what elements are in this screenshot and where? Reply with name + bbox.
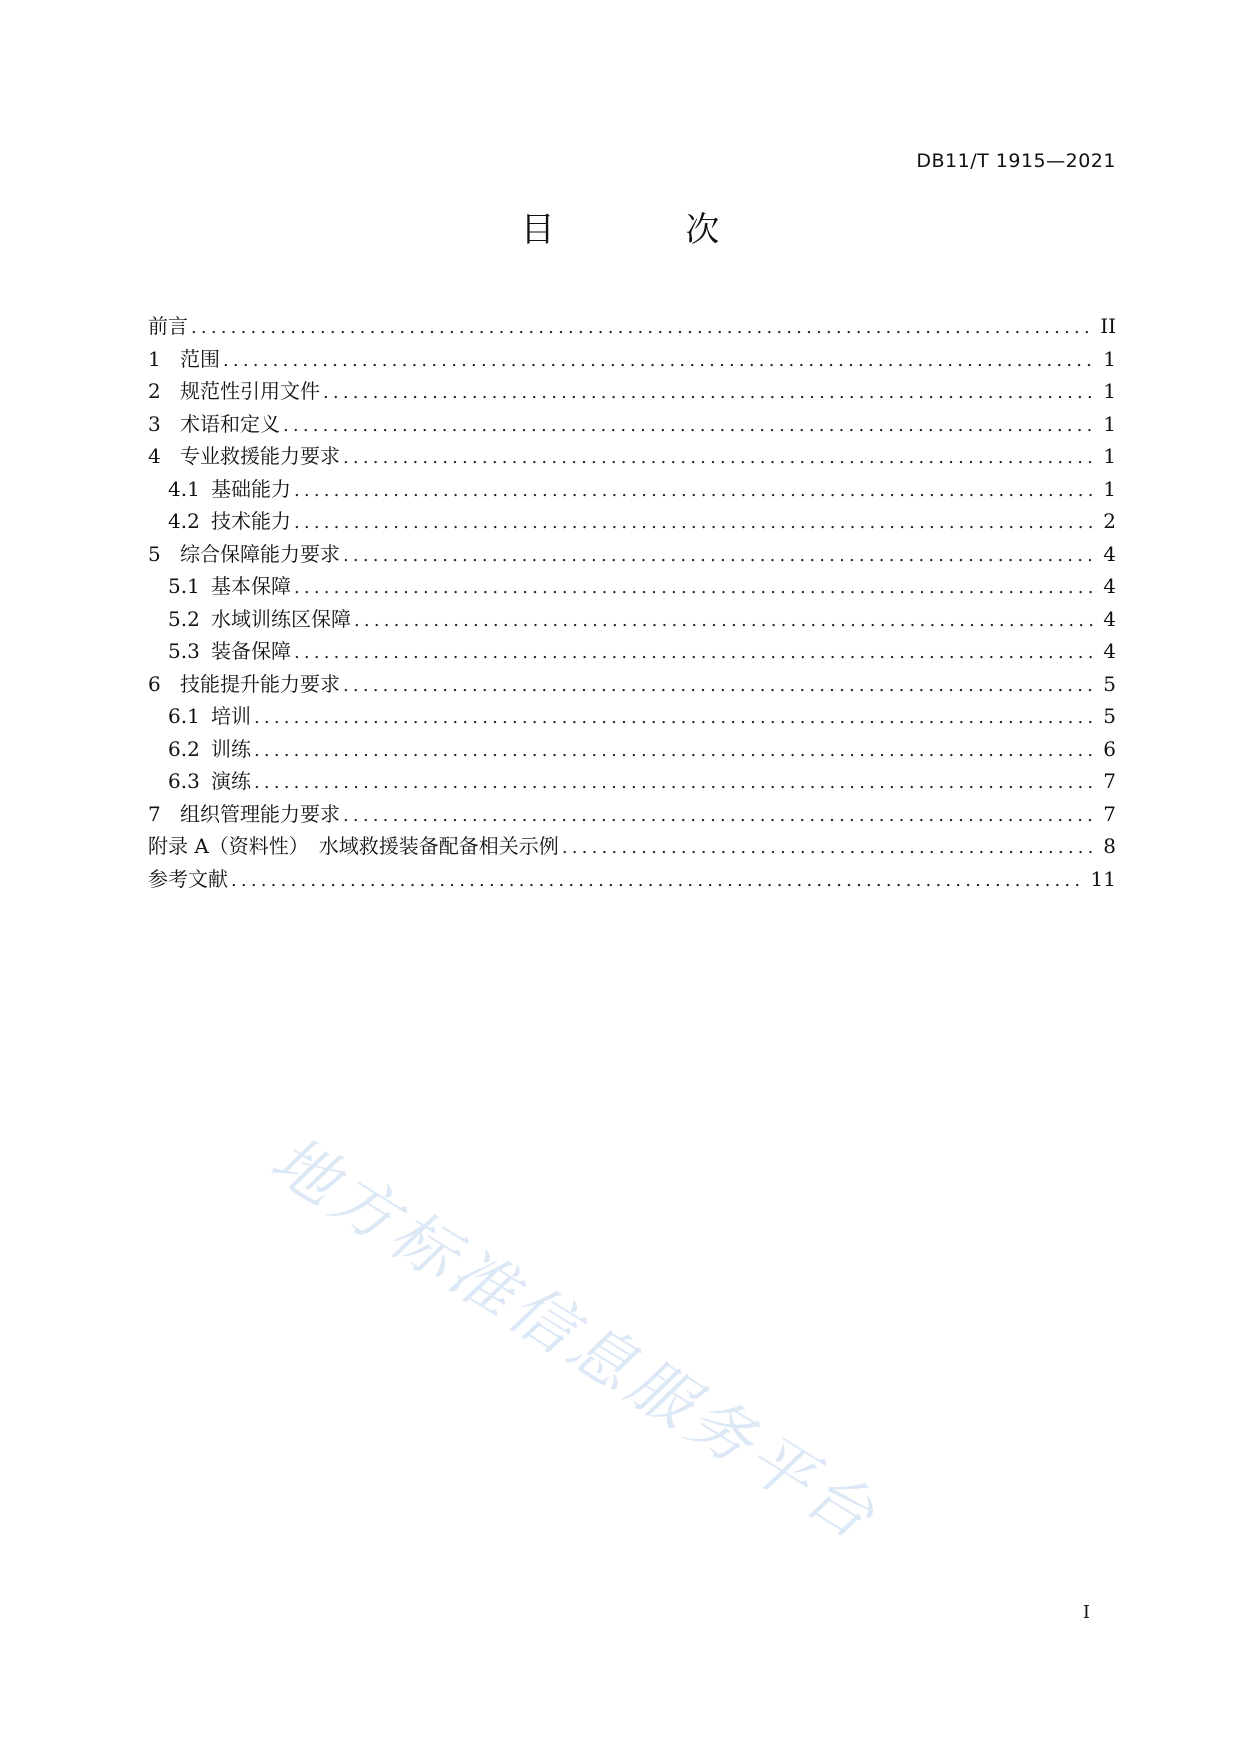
toc-entry[interactable]	[148, 863, 1116, 896]
toc-entry-number: 6.2	[168, 736, 200, 761]
toc-entry-label: 演练	[211, 769, 251, 793]
toc-entry-number: 5	[148, 541, 161, 566]
toc-entry-label: 参考文献	[148, 866, 228, 891]
toc-entry-page: II	[1100, 314, 1116, 338]
toc-entry-page: 4	[1103, 606, 1116, 631]
toc-entry-number: 6.1	[168, 704, 200, 728]
toc-entry-number: 5.1	[168, 574, 200, 598]
toc-entry-label: 训练	[211, 736, 251, 761]
toc-dot-leader	[343, 545, 1098, 566]
toc-dot-leader	[254, 740, 1098, 761]
toc-dot-leader	[323, 382, 1098, 403]
toc-entry-label: 附录 A（资料性） 水域救援装备配备相关示例	[148, 834, 559, 858]
toc-entry-page: 7	[1103, 769, 1116, 793]
toc-entry-label: 前言	[148, 314, 188, 338]
toc-entry-number: 3	[148, 411, 161, 436]
toc-dot-leader	[562, 837, 1098, 858]
toc-entry[interactable]	[148, 798, 1116, 831]
toc-entry-page: 1	[1103, 411, 1116, 436]
toc-entry-label: 基本保障	[211, 574, 291, 598]
toc-entry[interactable]	[148, 473, 1116, 506]
toc-dot-leader	[294, 512, 1098, 533]
toc-entry[interactable]	[148, 700, 1116, 733]
toc-dot-leader	[294, 642, 1098, 663]
toc-entry-page: 4	[1103, 639, 1116, 663]
toc-entry[interactable]	[148, 538, 1116, 571]
toc-entry-label: 规范性引用文件	[180, 379, 320, 403]
toc-entry-page: 6	[1103, 736, 1116, 761]
toc-entry-page: 8	[1103, 834, 1116, 858]
toc-entry-number: 6.3	[168, 769, 200, 793]
toc-entry-label: 范围	[180, 346, 220, 371]
toc-entry-page: 4	[1103, 541, 1116, 566]
toc-entry[interactable]	[148, 830, 1116, 863]
toc-entry-label: 组织管理能力要求	[180, 801, 340, 826]
toc-entry-number: 2	[148, 379, 161, 403]
toc-dot-leader	[223, 350, 1098, 371]
toc-dot-leader	[231, 870, 1086, 891]
toc-entry[interactable]	[148, 603, 1116, 636]
toc-dot-leader	[354, 610, 1098, 631]
toc-dot-leader	[343, 675, 1098, 696]
toc-entry-page: 11	[1090, 866, 1116, 891]
table-of-contents	[148, 310, 1116, 895]
toc-entry-label: 综合保障能力要求	[180, 541, 340, 566]
toc-entry-label: 基础能力	[211, 476, 291, 501]
toc-entry[interactable]	[148, 505, 1116, 538]
toc-dot-leader	[343, 805, 1098, 826]
toc-dot-leader	[254, 707, 1098, 728]
toc-entry[interactable]	[148, 375, 1116, 408]
toc-dot-leader	[191, 317, 1095, 338]
toc-entry-page: 1	[1103, 476, 1116, 501]
toc-entry-label: 技术能力	[211, 509, 291, 533]
toc-entry-label: 专业救援能力要求	[180, 444, 340, 468]
toc-entry-page: 7	[1103, 801, 1116, 826]
toc-dot-leader	[254, 772, 1098, 793]
toc-dot-leader	[294, 480, 1098, 501]
toc-entry-number: 4.2	[168, 509, 200, 533]
toc-dot-leader	[343, 447, 1098, 468]
toc-entry-label: 术语和定义	[180, 411, 280, 436]
toc-entry-label: 水域训练区保障	[211, 606, 351, 631]
toc-entry[interactable]	[148, 440, 1116, 473]
page-title: 目 次	[520, 210, 780, 250]
toc-entry-page: 1	[1103, 444, 1116, 468]
page-number: I	[1082, 1602, 1090, 1623]
toc-entry[interactable]	[148, 765, 1116, 798]
toc-entry[interactable]	[148, 733, 1116, 766]
toc-entry-label: 培训	[211, 704, 251, 728]
toc-entry[interactable]	[148, 668, 1116, 701]
toc-entry-label: 技能提升能力要求	[180, 671, 340, 696]
toc-entry-number: 1	[148, 346, 161, 371]
toc-entry[interactable]	[148, 343, 1116, 376]
toc-entry-page: 2	[1103, 509, 1116, 533]
toc-entry-page: 1	[1103, 346, 1116, 371]
toc-entry[interactable]	[148, 310, 1116, 343]
toc-entry-page: 1	[1103, 379, 1116, 403]
toc-dot-leader	[283, 415, 1098, 436]
toc-entry[interactable]	[148, 408, 1116, 441]
toc-entry-label: 装备保障	[211, 639, 291, 663]
toc-entry-number: 5.3	[168, 639, 200, 663]
watermark: 地方标准信息服务平台	[257, 1122, 891, 1557]
toc-entry-number: 4	[148, 444, 161, 468]
toc-entry-page: 5	[1103, 704, 1116, 728]
toc-entry-number: 6	[148, 671, 161, 696]
toc-entry-page: 5	[1103, 671, 1116, 696]
toc-dot-leader	[294, 577, 1098, 598]
document-code: DB11/T 1915—2021	[916, 150, 1116, 172]
toc-entry[interactable]	[148, 635, 1116, 668]
toc-entry-number: 7	[148, 801, 161, 826]
toc-entry-number: 5.2	[168, 606, 200, 631]
toc-entry-page: 4	[1103, 574, 1116, 598]
toc-entry[interactable]	[148, 570, 1116, 603]
toc-entry-number: 4.1	[168, 476, 200, 501]
